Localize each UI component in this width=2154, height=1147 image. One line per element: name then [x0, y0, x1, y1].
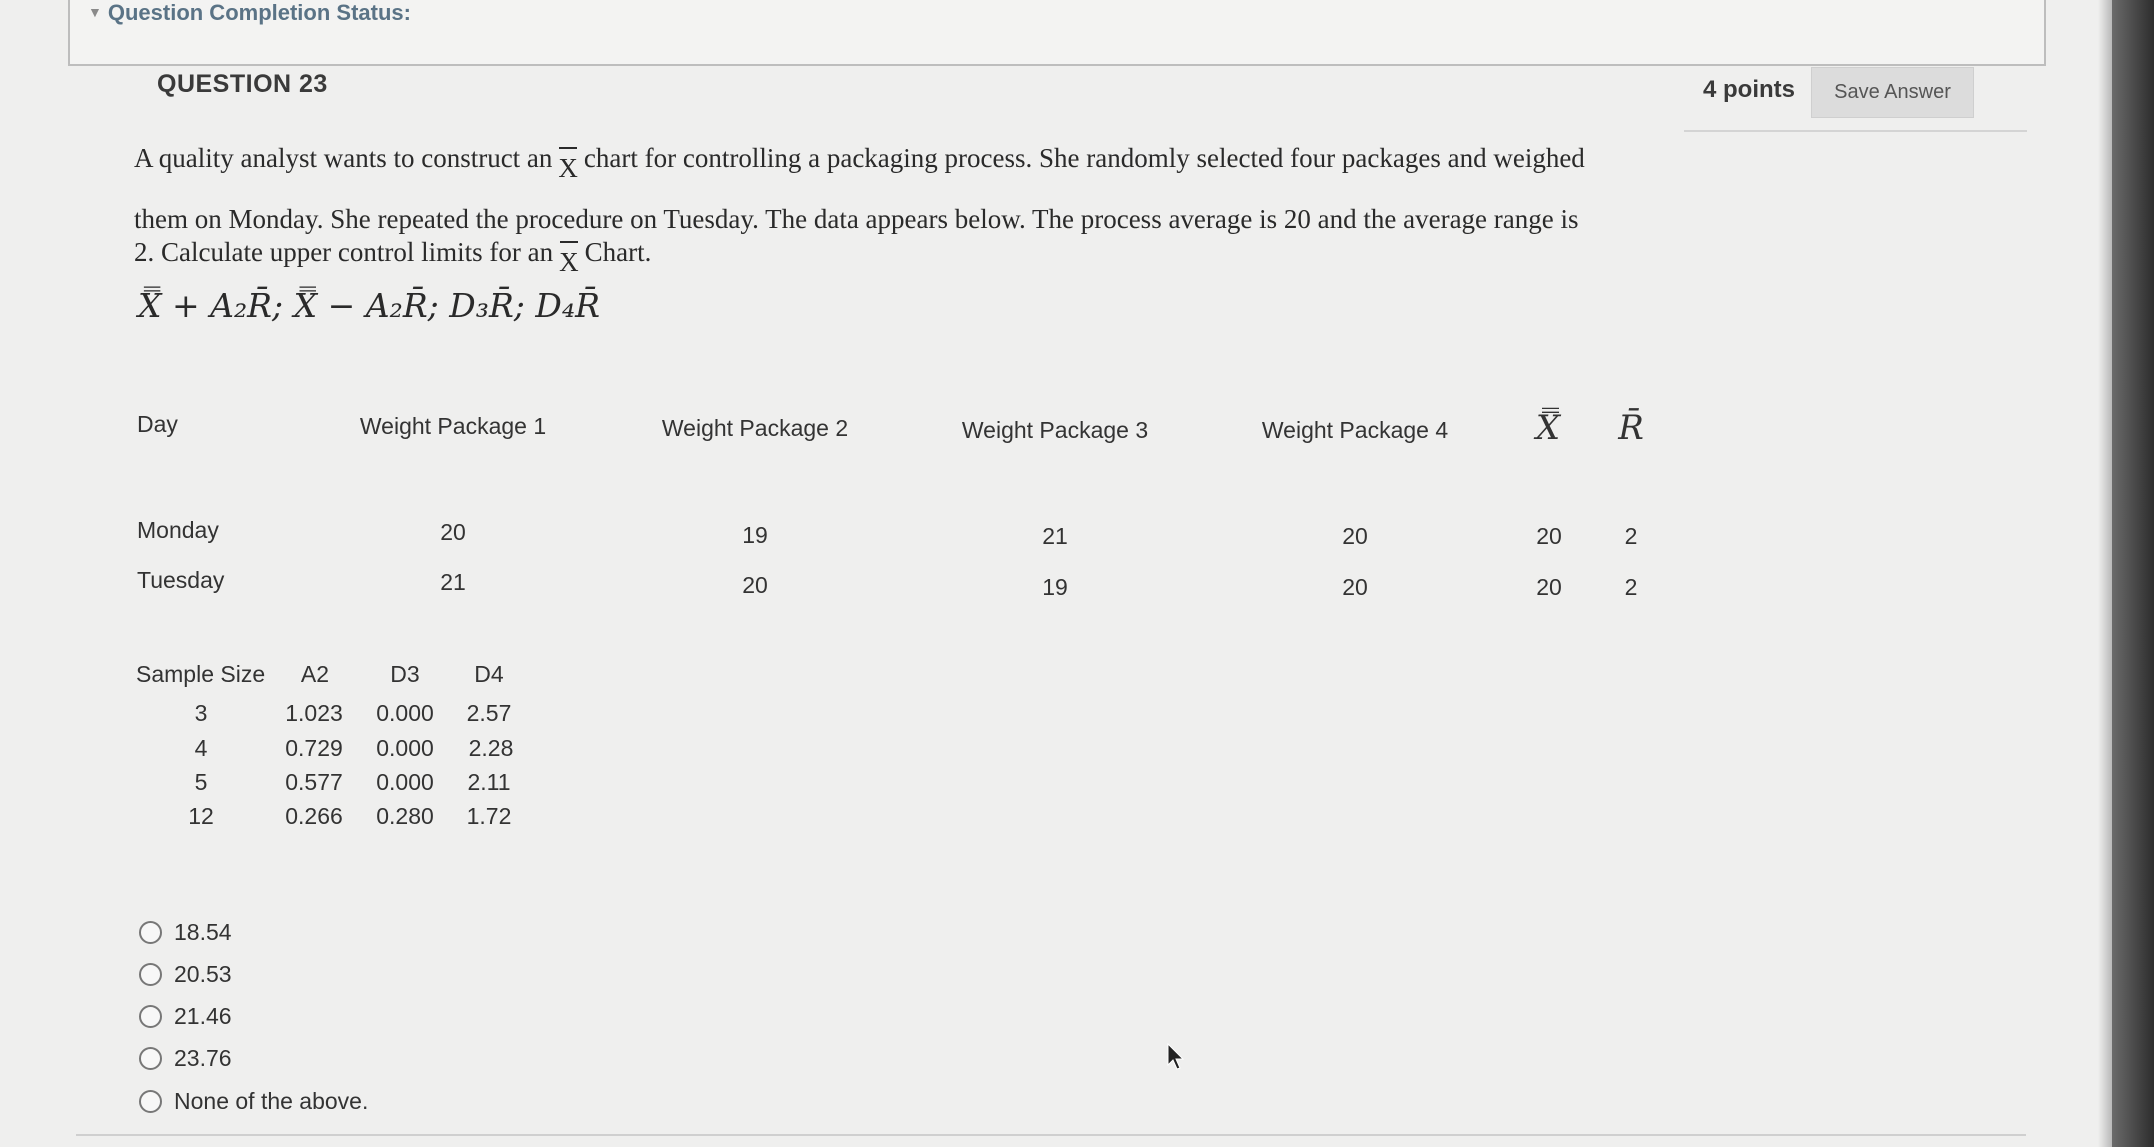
header-divider: [1684, 130, 2027, 132]
table-cell-day: Monday: [137, 517, 219, 543]
option-label: 20.53: [174, 960, 232, 987]
option-label: 21.46: [174, 1002, 232, 1029]
table-cell: 1.72: [466, 803, 512, 829]
table-cell: 2.11: [467, 769, 511, 795]
table-cell: 2.28: [468, 735, 514, 761]
question-points: 4 points: [1703, 76, 1796, 103]
constants-header-d4: D4: [474, 661, 504, 687]
table-cell: 5: [194, 769, 208, 795]
mouse-pointer-icon: [1167, 1043, 1185, 1071]
collapse-triangle-icon: ▼: [88, 4, 102, 20]
question-status-panel: [68, 0, 2046, 66]
xbar-symbol: X: [558, 153, 578, 183]
control-limit-formulas: X̿ + A₂R̄; X̿ − A₂R̄; D₃R̄; D₄R̄: [138, 286, 600, 325]
table-cell-day: Tuesday: [137, 567, 225, 593]
table-header-rbar: R̄: [1618, 408, 1644, 448]
question-text-1b: chart for controlling a packaging process. She randomly selected four packages and weighed: [583, 143, 1585, 173]
table-header-package-3: Weight Package 3: [961, 417, 1149, 443]
table-header-package-1: Weight Package 1: [359, 413, 547, 439]
table-cell: 0.266: [285, 803, 343, 829]
constants-header-sample-size: Sample Size: [136, 661, 266, 687]
table-cell: 12: [188, 803, 214, 829]
table-cell: 0.000: [376, 700, 434, 726]
option-label: None of the above.: [174, 1087, 369, 1114]
option-label: 18.54: [174, 918, 232, 945]
xbar-symbol: X: [559, 247, 579, 277]
table-cell: 0.000: [376, 769, 434, 795]
table-cell: 2: [1624, 574, 1638, 600]
table-cell: 2.57: [466, 700, 512, 726]
table-cell: 1.023: [285, 700, 343, 726]
table-cell: 20: [440, 519, 466, 545]
radio-button[interactable]: [139, 963, 162, 986]
question-text-3b: Chart.: [584, 237, 652, 267]
table-header-package-4: Weight Package 4: [1261, 417, 1449, 443]
save-answer-button[interactable]: Save Answer: [1811, 67, 1974, 118]
question-text-line-1: [134, 143, 1694, 183]
radio-button[interactable]: [139, 921, 162, 944]
table-cell: 0.280: [376, 803, 434, 829]
answer-option-2[interactable]: [139, 959, 232, 989]
radio-button[interactable]: [139, 1090, 162, 1113]
table-cell: 20: [1536, 523, 1562, 549]
table-cell: 0.577: [285, 769, 343, 795]
question-text-3a: 2. Calculate upper control limits for an: [134, 237, 554, 267]
answer-option-3[interactable]: [139, 1001, 232, 1031]
table-cell: 0.000: [376, 735, 434, 761]
question-text-line-3: [134, 237, 1694, 277]
question-title: QUESTION 23: [157, 70, 328, 98]
table-cell: 2: [1624, 523, 1638, 549]
question-text-line-2: them on Monday. She repeated the procedure on Tuesday. The data appears below. The process average is 20 and the average range is: [134, 204, 1579, 234]
table-cell: 20: [742, 572, 768, 598]
question-status-label: Question Completion Status:: [107, 0, 411, 25]
table-cell: 20: [1342, 523, 1368, 549]
question-status-toggle[interactable]: [88, 0, 411, 26]
table-cell: 19: [1042, 574, 1068, 600]
constants-header-d3: D3: [390, 661, 420, 687]
table-cell: 0.729: [285, 735, 343, 761]
option-label: 23.76: [174, 1044, 232, 1071]
table-cell: 20: [1342, 574, 1368, 600]
table-header-xdoublebar: X̿: [1535, 408, 1561, 448]
answer-option-5[interactable]: [139, 1086, 368, 1116]
answer-option-1[interactable]: [139, 917, 232, 947]
table-cell: 21: [440, 569, 466, 595]
bottom-divider: [76, 1134, 2026, 1136]
table-cell: 21: [1042, 523, 1068, 549]
table-header-package-2: Weight Package 2: [661, 415, 849, 441]
question-text-1a: A quality analyst wants to construct an: [134, 143, 553, 173]
answer-option-4[interactable]: [139, 1043, 232, 1073]
table-cell: 19: [742, 522, 768, 548]
radio-button[interactable]: [139, 1047, 162, 1070]
page-edge: [2098, 0, 2112, 1147]
table-header-day: Day: [137, 411, 178, 437]
table-cell: 3: [194, 700, 208, 726]
constants-header-a2: A2: [300, 661, 330, 687]
table-cell: 20: [1536, 574, 1562, 600]
radio-button[interactable]: [139, 1005, 162, 1028]
screen-bezel: [2112, 0, 2154, 1147]
table-cell: 4: [194, 735, 208, 761]
